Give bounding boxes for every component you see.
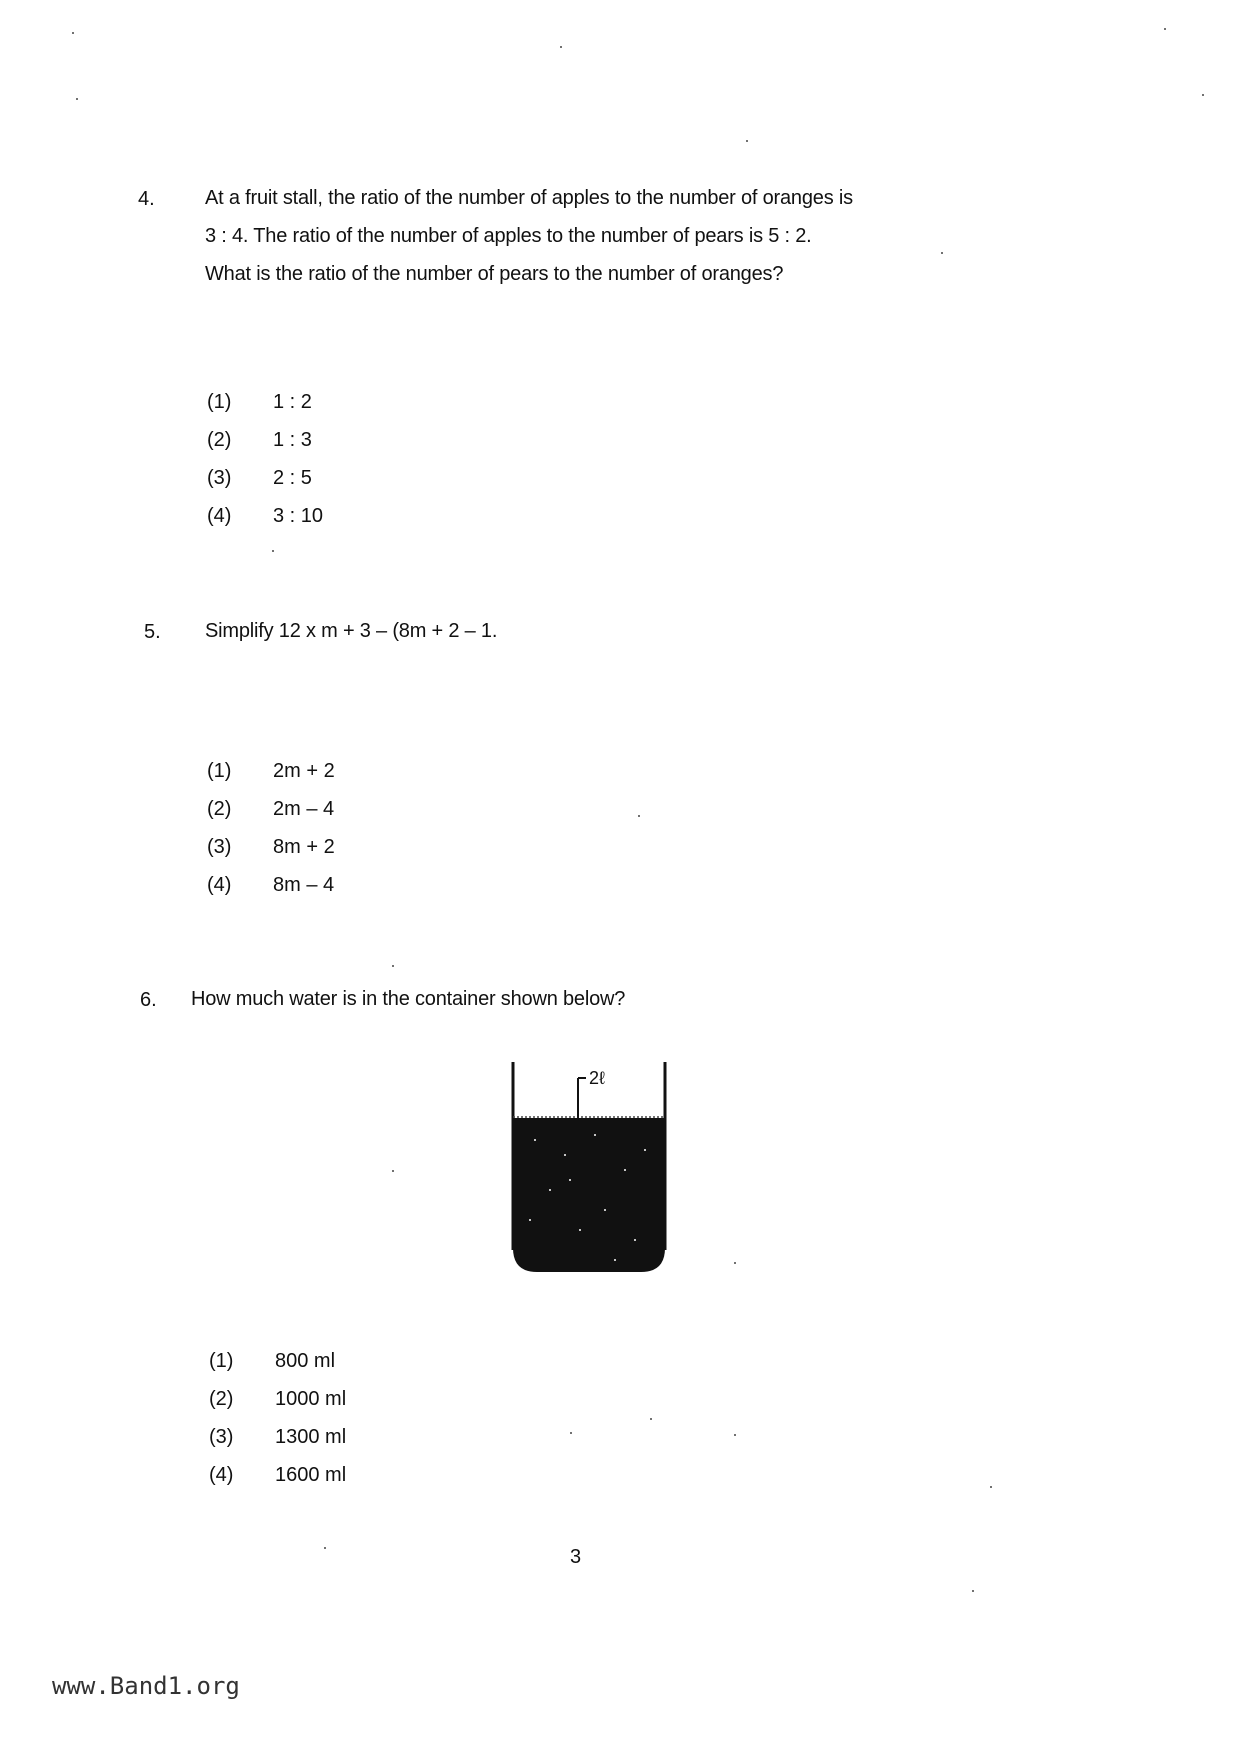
question-line: 3 : 4. The ratio of the number of apples to the number of pears is 5 : 2. — [205, 225, 812, 247]
option-text: 8m – 4 — [273, 873, 335, 896]
scan-speck — [1164, 28, 1166, 30]
option-text: 8m + 2 — [273, 835, 335, 858]
option-text: 3 : 10 — [273, 504, 324, 527]
capacity-label: 2ℓ — [589, 1068, 605, 1088]
option-text: 1 : 3 — [273, 428, 312, 451]
option-label: (4) — [209, 1463, 234, 1486]
scan-speck — [392, 1170, 394, 1172]
scan-speck — [1202, 94, 1204, 96]
question-text — [191, 980, 625, 1018]
question-number: 5. — [144, 621, 161, 643]
container-figure — [505, 1060, 675, 1285]
scan-speck — [560, 46, 562, 48]
option-label: (1) — [207, 759, 232, 782]
question-line: At a fruit stall, the ratio of the number of apples to the number of oranges is — [205, 187, 853, 209]
answer-options — [207, 383, 323, 535]
scan-speck — [734, 1434, 736, 1436]
answer-options — [209, 1342, 346, 1494]
option-label: (3) — [209, 1425, 234, 1448]
answer-options — [207, 752, 335, 904]
answer-option[interactable] — [207, 752, 335, 790]
scan-speck — [72, 32, 74, 34]
option-text: 2m – 4 — [273, 797, 335, 820]
scan-speck — [76, 98, 78, 100]
scan-speck — [972, 1590, 974, 1592]
answer-option[interactable] — [207, 383, 323, 421]
scan-speck — [941, 252, 943, 254]
answer-option[interactable] — [209, 1380, 346, 1418]
page-number: 3 — [570, 1546, 582, 1568]
option-label: (3) — [207, 466, 232, 489]
option-label: (2) — [209, 1387, 234, 1410]
question-text — [205, 612, 497, 650]
answer-option[interactable] — [207, 421, 323, 459]
option-label: (2) — [207, 797, 232, 820]
scan-speck — [272, 550, 274, 552]
answer-option[interactable] — [207, 866, 335, 904]
option-label: (1) — [207, 390, 232, 413]
answer-option[interactable] — [207, 497, 323, 535]
scan-speck — [650, 1418, 652, 1420]
footer-url: www.Band1.org — [52, 1672, 240, 1700]
answer-option[interactable] — [209, 1456, 346, 1494]
question-number: 6. — [140, 989, 157, 1011]
scan-speck — [746, 140, 748, 142]
scan-speck — [638, 815, 640, 817]
scan-speck — [324, 1547, 326, 1549]
option-text: 800 ml — [275, 1349, 336, 1372]
answer-option[interactable] — [207, 828, 335, 866]
option-text: 1300 ml — [275, 1425, 347, 1448]
scan-speck — [392, 965, 394, 967]
option-text: 1 : 2 — [273, 390, 312, 413]
question-line: What is the ratio of the number of pears to the number of oranges? — [205, 263, 784, 285]
question-line: How much water is in the container shown below? — [191, 988, 626, 1010]
option-text: 1600 ml — [275, 1463, 347, 1486]
water-fill — [513, 1118, 665, 1272]
answer-option[interactable] — [209, 1418, 346, 1456]
question-number: 4. — [138, 188, 155, 210]
answer-option[interactable] — [207, 459, 323, 497]
scan-speck — [990, 1486, 992, 1488]
option-text: 2m + 2 — [273, 759, 335, 782]
answer-option[interactable] — [207, 790, 335, 828]
water-container-diagram — [505, 1060, 675, 1280]
option-label: (1) — [209, 1349, 234, 1372]
answer-option[interactable] — [209, 1342, 346, 1380]
option-label: (4) — [207, 504, 232, 527]
option-label: (2) — [207, 428, 232, 451]
scan-speck — [734, 1262, 736, 1264]
scan-speck — [570, 1432, 572, 1434]
question-line: Simplify 12 x m + 3 – (8m + 2 – 1. — [205, 620, 498, 642]
option-label: (3) — [207, 835, 232, 858]
question-text — [205, 179, 853, 293]
option-text: 2 : 5 — [273, 466, 312, 489]
option-label: (4) — [207, 873, 232, 896]
option-text: 1000 ml — [275, 1387, 347, 1410]
